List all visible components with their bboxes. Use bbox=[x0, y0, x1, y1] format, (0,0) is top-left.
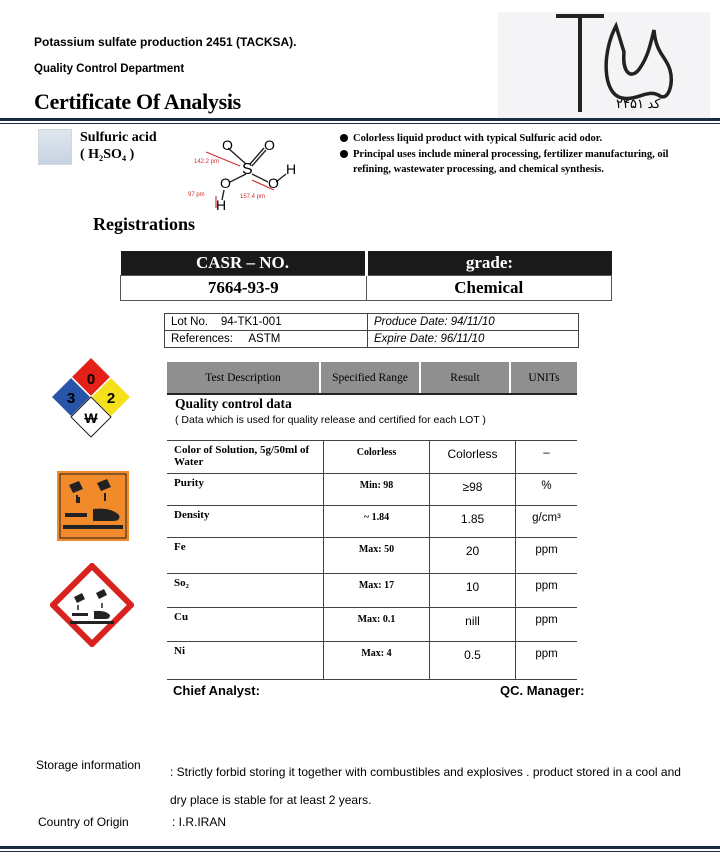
atom-o4: O bbox=[268, 175, 279, 191]
lot-cell bbox=[165, 314, 368, 331]
nfpa-reactivity: 2 bbox=[106, 390, 116, 407]
unit-value: g/cm³ bbox=[516, 506, 578, 538]
product-name: Sulfuric acid bbox=[80, 130, 157, 145]
col-test-description: Test Description bbox=[167, 362, 320, 394]
atom-s: S bbox=[242, 161, 253, 178]
atom-h1: H bbox=[286, 161, 297, 177]
test-name: Color of Solution, 5g/50ml of Water bbox=[167, 441, 324, 474]
nfpa-special: W bbox=[84, 410, 98, 426]
result-value: 1.85 bbox=[430, 506, 516, 538]
unit-value: ppm bbox=[516, 642, 578, 680]
spec-range: Max: 4 bbox=[324, 642, 430, 680]
product-name-block bbox=[80, 129, 157, 163]
unit-value: ppm bbox=[516, 608, 578, 642]
header-underline bbox=[167, 393, 577, 395]
results-table-header bbox=[167, 362, 577, 394]
logo-code: کد ۲۴۵۱ bbox=[616, 96, 661, 111]
table-row bbox=[167, 642, 577, 680]
nfpa-fire: 0 bbox=[86, 371, 96, 388]
storage-label: Storage information bbox=[36, 758, 141, 772]
table-row bbox=[167, 574, 577, 608]
test-name: Purity bbox=[167, 474, 324, 506]
reference-value: ASTM bbox=[248, 333, 281, 345]
bullet-item: Colorless liquid product with typical Sulfuric acid odor. bbox=[339, 131, 709, 146]
grade-value: Chemical bbox=[366, 276, 612, 301]
col-units: UNITs bbox=[510, 362, 577, 394]
atom-o2: O bbox=[264, 137, 275, 153]
nfpa-health: 3 bbox=[66, 390, 76, 407]
product-description bbox=[339, 131, 709, 178]
test-name: Cu bbox=[167, 608, 324, 642]
unit-value: ppm bbox=[516, 538, 578, 574]
test-name: Ni bbox=[167, 642, 324, 680]
spec-range: Max: 0.1 bbox=[324, 608, 430, 642]
unit-value: ppm bbox=[516, 574, 578, 608]
table-row bbox=[167, 441, 577, 474]
company-name: Potassium sulfate production 2451 (TACKSA). bbox=[34, 35, 297, 49]
acid-bottle-image bbox=[38, 129, 72, 165]
lot-table bbox=[164, 313, 579, 348]
molecule-diagram bbox=[188, 136, 308, 214]
footer-rule bbox=[0, 846, 720, 849]
footer-rule-thin bbox=[0, 851, 720, 852]
test-name: Density bbox=[167, 506, 324, 538]
qc-manager-label: QC. Manager: bbox=[500, 683, 585, 698]
origin-value: : I.R.IRAN bbox=[172, 815, 227, 829]
header-rule bbox=[0, 118, 720, 121]
product-formula: ( H₂SO₄ ) bbox=[80, 147, 135, 162]
spec-range: Max: 50 bbox=[324, 538, 430, 574]
unit-value: % bbox=[516, 474, 578, 506]
corrosive-warning-icon bbox=[57, 471, 129, 541]
table-row bbox=[167, 506, 577, 538]
atom-o1: O bbox=[222, 137, 233, 153]
spec-range: Min: 98 bbox=[324, 474, 430, 506]
qc-note: ( Data which is used for quality release and certified for each LOT ) bbox=[175, 414, 486, 426]
test-name: So₂ bbox=[167, 574, 324, 608]
casr-header: CASR – NO. bbox=[121, 251, 367, 276]
table-row bbox=[167, 608, 577, 642]
expire-date: Expire Date: 96/11/10 bbox=[368, 331, 579, 348]
department-name: Quality Control Department bbox=[34, 63, 185, 75]
spec-range: ~ 1.84 bbox=[324, 506, 430, 538]
grade-header: grade: bbox=[366, 251, 612, 276]
registration-table bbox=[120, 251, 612, 301]
company-logo bbox=[498, 12, 710, 118]
corrosive-ghs-icon bbox=[50, 563, 134, 647]
qc-title: Quality control data bbox=[175, 396, 292, 411]
qc-data-block bbox=[175, 396, 486, 426]
reference-cell bbox=[165, 331, 368, 348]
bond-length-label: 97 pm bbox=[188, 192, 205, 198]
col-result: Result bbox=[420, 362, 510, 394]
unit-value: – bbox=[516, 441, 578, 474]
bond-length-label: 142.2 pm bbox=[194, 159, 220, 165]
atom-h2: H bbox=[216, 197, 227, 213]
result-value: ≥98 bbox=[430, 474, 516, 506]
col-specified-range: Specified Range bbox=[320, 362, 420, 394]
bullet-item: Principal uses include mineral processing, fertilizer manufacturing, oil refining, wastewater processing, and chemical synthesis. bbox=[339, 147, 709, 177]
document-title: Certificate Of Analysis bbox=[34, 89, 241, 114]
reference-label: References: bbox=[171, 333, 234, 345]
result-value: nill bbox=[430, 608, 516, 642]
origin-label: Country of Origin bbox=[38, 815, 129, 829]
table-row bbox=[167, 538, 577, 574]
nfpa-diamond-icon bbox=[50, 356, 132, 438]
lot-label: Lot No. bbox=[171, 316, 209, 328]
registrations-heading: Registrations bbox=[93, 214, 195, 234]
result-value: 20 bbox=[430, 538, 516, 574]
results-table bbox=[167, 440, 577, 680]
bond-length-label: 157.4 pm bbox=[240, 194, 266, 200]
produce-date: Produce Date: 94/11/10 bbox=[368, 314, 579, 331]
spec-range: Colorless bbox=[324, 441, 430, 474]
table-row bbox=[167, 474, 577, 506]
lot-value: 94-TK1-001 bbox=[220, 316, 282, 328]
atom-o3: O bbox=[220, 175, 231, 191]
chief-analyst-label: Chief Analyst: bbox=[173, 683, 260, 698]
result-value: 10 bbox=[430, 574, 516, 608]
header-rule-thin bbox=[0, 123, 720, 124]
storage-text: : Strictly forbid storing it together with combustibles and explosives . product stored in a cool and dry place is stable for at least 2 years. bbox=[170, 765, 681, 807]
result-value: 0.5 bbox=[430, 642, 516, 680]
spec-range: Max: 17 bbox=[324, 574, 430, 608]
casr-value: 7664-93-9 bbox=[121, 276, 367, 301]
result-value: Colorless bbox=[430, 441, 516, 474]
test-name: Fe bbox=[167, 538, 324, 574]
